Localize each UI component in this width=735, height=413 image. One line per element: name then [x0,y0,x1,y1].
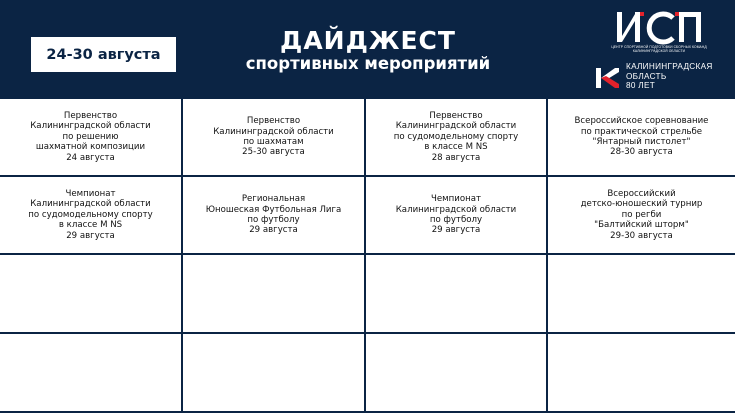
region-line-2: ОБЛАСТЬ [626,71,667,81]
event-cell [183,177,364,253]
event-cell [366,177,546,253]
region-anniversary-text [626,62,713,91]
event-cell [183,99,364,175]
region-line-1: КАЛИНИНГРАДСКАЯ [626,62,713,71]
event-cell [366,99,546,175]
event-text: Первенство Калининградской области по судомодельному спорту в классе M NS 28 августа [393,110,519,163]
empty-cell [0,334,181,411]
date-range-badge: 24-30 августа [31,37,176,72]
event-text: Первенство Калининградской области по шахматам 25-30 августа [213,116,334,158]
isp-logo-icon [615,10,705,46]
event-cell [548,99,735,175]
event-text: Чемпионат Калининградской области по судомодельному спорту в классе M NS 29 августа [28,188,153,241]
event-cell [0,99,181,175]
events-grid [0,99,735,413]
empty-cell [183,255,364,332]
empty-cell [548,255,735,332]
event-text: Первенство Калининградской области по решению шахматной композиции 24 августа [30,110,151,163]
event-cell [0,177,181,253]
region-line-3: 80 ЛЕТ [626,81,656,90]
event-cell [548,177,735,253]
empty-cell [0,255,181,332]
region-logo-icon [595,66,621,90]
event-text: Чемпионат Калининградской области по футболу 29 августа [395,194,517,236]
empty-cell [183,334,364,411]
page-subtitle: спортивных мероприятий [245,54,491,73]
logo-caption: ЦЕНТР СПОРТИВНОЙ ПОДГОТОВКИ СБОРНЫХ КОМАНД КАЛИНИНГРАДСКОЙ ОБЛАСТИ [611,45,707,53]
event-text: Всероссийский детско-юношеский турнир по регби "Балтийский шторм" 29-30 августа [580,188,703,241]
event-text: Всероссийское соревнование по практической стрельбе "Янтарный пистолет" 28-30 августа [574,116,709,158]
page-title: ДАЙДЖЕСТ [280,26,456,55]
empty-cell [548,334,735,411]
event-text: Региональная Юношеская Футбольная Лига по футболу 29 августа [205,194,342,236]
header [0,0,735,98]
empty-cell [366,255,546,332]
empty-cell [366,334,546,411]
